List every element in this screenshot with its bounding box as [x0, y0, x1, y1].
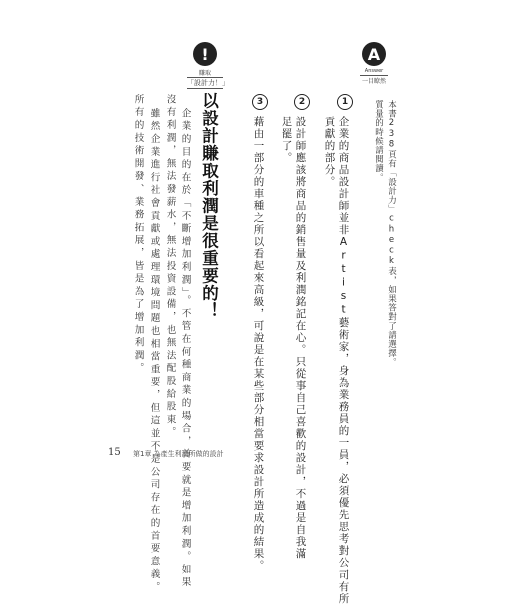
body-line-4: 所有的技術開發、業務拓展，皆是為了增加利潤。: [132, 94, 144, 376]
keypoint-badge-title: 「設計力！」: [187, 79, 229, 87]
note-line-2: 質量的時候請閱讀。: [373, 100, 384, 182]
page-number: 15: [108, 447, 121, 458]
answer-badge-caption-zh: 一目瞭然: [360, 75, 388, 85]
answer-2-line-2: 足罷了。: [280, 116, 293, 164]
body-line-3: 雖然企業進行社會貢獻或處理環境問題也相當重要，但這並不是公司存在的首要意義。: [148, 108, 160, 595]
answer-badge: [360, 42, 388, 85]
answer-number-3: 3: [252, 94, 268, 110]
answer-1-line-1: 企業的商品設計師並非Artist藝術家，身為業務員的一員，必須優先思考對公司有所: [337, 116, 350, 605]
answer-number-1: 1: [337, 94, 353, 110]
answer-number-2: 2: [294, 94, 310, 110]
keypoint-badge-caption: 賺取: [198, 70, 211, 77]
running-head: 第1章 為產生利潤所做的設計: [133, 450, 224, 458]
note-line-1: 本書238頁有「設計力」check表，如果答對了請選擇。: [386, 100, 397, 367]
answer-3-line-1: 藉由一部分的車種之所以看起來高級，可說是在某些部分相當要求設計所造成的結果。: [252, 116, 265, 572]
exclamation-icon: !: [193, 42, 217, 66]
answer-1-line-2: 貢獻的部分。: [323, 116, 336, 188]
answer-2-line-1: 設計師應該將商品的銷售量及利潤銘記在心。只從事自己喜歡的設計，不過是自我滿: [294, 116, 307, 560]
answer-badge-icon: A: [362, 42, 386, 66]
body-line-1: 企業的目的在於「不斷增加利潤」。不管在何種商業的場合，首要就是增加利潤。如果: [179, 108, 191, 590]
headline: 以設計賺取利潤是很重要的！: [199, 92, 219, 320]
body-line-2: 沒有利潤，無法發薪水，無法投資設備，也無法配股給股東。: [164, 94, 176, 440]
answer-badge-caption-en: Answer: [364, 68, 384, 74]
keypoint-badge: [187, 42, 229, 89]
